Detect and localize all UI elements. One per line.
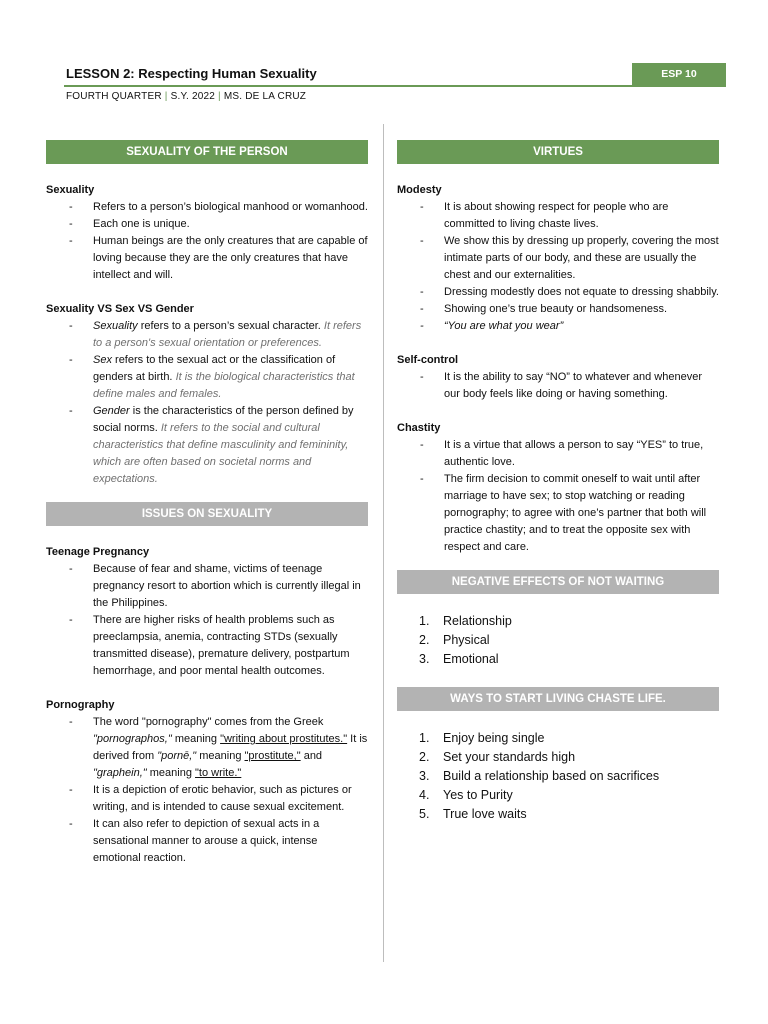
list-item: - It is about showing respect for people who are committed to living chaste lives. [397,199,719,233]
modesty-list [397,199,719,335]
list-item: - The word "pornography" comes from the Greek "pornographos," meaning "writing about prostitutes." It is derived from "pornē," meaning "prostitute," and "graphein," meaning "to write." [46,714,368,782]
pornography-list [46,714,368,867]
list-item: - Gender is the characteristics of the person defined by social norms. It refers to the social and cultural characteristics that define masculinity and femininity, which are often based on societal norms and expectations. [46,403,368,488]
section-banner-issues-on-sexuality: ISSUES ON SEXUALITY [46,502,368,526]
term-pornography: Pornography [46,699,115,711]
column-divider [383,124,384,962]
list-item: - Human beings are the only creatures that are capable of loving because they are the only creatures that have intellect and will. [46,233,368,284]
list-item-quote: - “You are what you wear” [397,318,719,335]
list-item: - Each one is unique. [46,216,368,233]
list-item: 3. Emotional [419,652,499,666]
list-item: - We show this by dressing up properly, covering the most intimate parts of our body, and these are usually the chest and our externalities. [397,233,719,284]
school-year-label: S.Y. 2022 [170,91,216,102]
section-banner-virtues: VIRTUES [397,140,719,164]
subject-badge: ESP 10 [632,63,726,85]
term-self-control: Self-control [397,354,459,366]
list-item: - The firm decision to commit oneself to wait until after marriage to have sex; to stop watching or reading pornography; to agree with one’s partner that both will practice chastity; and to treat the opposite sex with respect and care. [397,471,719,556]
header-subtitle [66,91,306,102]
list-item: 1. Relationship [419,614,512,628]
list-item: - Dressing modestly does not equate to dressing shabbily. [397,284,719,301]
teacher-label: MS. DE LA CRUZ [223,91,307,102]
list-item: 2. Set your standards high [419,750,576,764]
right-column [397,140,719,824]
sexuality-list [46,199,368,284]
lesson-title: LESSON 2: Respecting Human Sexuality [66,66,317,81]
chastity-list [397,437,719,556]
list-item: - It can also refer to depiction of sexual acts in a sensational manner to arouse a quick, intense emotional reaction. [46,816,368,867]
svs-list [46,318,368,488]
list-item: - Refers to a person’s biological manhood or womanhood. [46,199,368,216]
list-item: - Because of fear and shame, victims of teenage pregnancy resort to abortion which is currently illegal in the Philippines. [46,561,368,612]
list-item: 2. Physical [419,633,490,647]
list-item: - It is a virtue that allows a person to say “YES” to true, authentic love. [397,437,719,471]
term-modesty: Modesty [397,184,442,196]
ways-list [397,729,719,824]
list-item: 4. Yes to Purity [419,788,513,802]
self-control-list [397,369,719,403]
list-item: 5. True love waits [419,807,527,821]
section-banner-ways-chaste-life: WAYS TO START LIVING CHASTE LIFE. [397,687,719,711]
term-sexuality: Sexuality [46,184,95,196]
quarter-label: FOURTH QUARTER [66,91,162,102]
separator: | [218,91,221,102]
left-column [46,140,368,867]
section-banner-negative-effects: NEGATIVE EFFECTS OF NOT WAITING [397,570,719,594]
list-item: - Showing one’s true beauty or handsomeness. [397,301,719,318]
term-sexuality-vs-sex-vs-gender: Sexuality VS Sex VS Gender [46,303,194,315]
teen-pregnancy-list [46,561,368,680]
header-rule [64,85,726,87]
list-item: - It is a depiction of erotic behavior, such as pictures or writing, and is intended to cause sexual excitement. [46,782,368,816]
list-item: - Sexuality refers to a person’s sexual character. It refers to a person's sexual orientation or preferences. [46,318,368,352]
list-item: - There are higher risks of health problems such as preeclampsia, anemia, contracting STDs (sexually transmitted disease), premature delivery, postpartum hemorrhage, and poor mental health outcomes. [46,612,368,680]
list-item: 1. Enjoy being single [419,731,545,745]
separator: | [164,91,168,102]
list-item: 3. Build a relationship based on sacrifices [419,769,660,783]
list-item: - It is the ability to say “NO” to whatever and whenever our body feels like doing or having something. [397,369,719,403]
term-teenage-pregnancy: Teenage Pregnancy [46,546,150,558]
term-chastity: Chastity [397,422,441,434]
negative-effects-list [397,612,719,669]
section-banner-sexuality-of-person: SEXUALITY OF THE PERSON [46,140,368,164]
list-item: - Sex refers to the sexual act or the classification of genders at birth. It is the biological characteristics that define males and females. [46,352,368,403]
